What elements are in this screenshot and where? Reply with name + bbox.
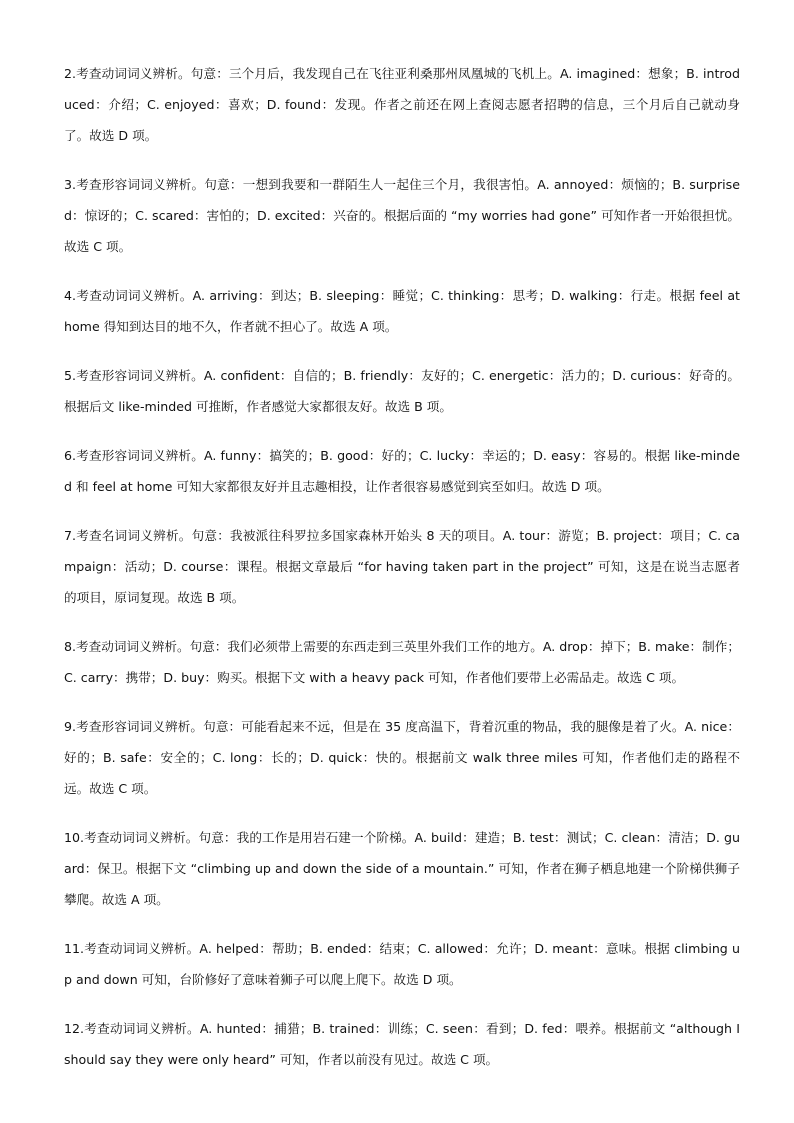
explanation-item-10: 10.考查动词词义辨析。句意：我的工作是用岩石建一个阶梯。A. build：建造；B. test：测试；C. clean：清洁；D. guard：保卫。根据下文 “climbing up and down the side of a mountain.” 可知，作者在狮子栖息地建一个阶梯供狮子攀爬。故选 A 项。 xyxy=(64,830,740,907)
explanation-item-5: 5.考查形容词词义辨析。A. confident：自信的；B. friendly：友好的；C. energetic：活力的；D. curious：好奇的。根据后文 like-minded 可推断，作者感觉大家都很友好。故选 B 项。 xyxy=(64,368,740,414)
explanation-item-9: 9.考查形容词词义辨析。句意：可能看起来不远，但是在 35 度高温下，背着沉重的物品，我的腿像是着了火。A. nice：好的；B. safe：安全的；C. long：长的；D. quick：快的。根据前文 walk three miles 可知，作者他们走的路程不远。故选 C 项。 xyxy=(64,719,740,796)
explanation-item-11: 11.考查动词词义辨析。A. helped：帮助；B. ended：结束；C. allowed：允许；D. meant：意味。根据 climbing up and down 可知，台阶修好了意味着狮子可以爬上爬下。故选 D 项。 xyxy=(64,941,740,987)
explanation-item-2: 2.考查动词词义辨析。句意：三个月后，我发现自己在飞往亚利桑那州凤凰城的飞机上。A. imagined：想象；B. introduced：介绍；C. enjoyed：喜欢；D. found：发现。作者之前还在网上查阅志愿者招聘的信息，三个月后自己就动身了。故选 D 项。 xyxy=(64,66,740,143)
explanation-item-3: 3.考查形容词词义辨析。句意：一想到我要和一群陌生人一起住三个月，我很害怕。A. annoyed：烦恼的；B. surprised：惊讶的；C. scared：害怕的；D. excited：兴奋的。根据后面的 “my worries had gone” 可知作者一开始很担忧。故选 C 项。 xyxy=(64,177,740,254)
explanation-item-7: 7.考查名词词义辨析。句意：我被派往科罗拉多国家森林开始头 8 天的项目。A. tour：游览；B. project：项目；C. campaign：活动；D. course：课程。根据文章最后 “for having taken part in the project” 可知，这是在说当志愿者的项目，原词复现。故选 B 项。 xyxy=(64,528,740,605)
explanation-item-12: 12.考查动词词义辨析。A. hunted：捕猎；B. trained：训练；C. seen：看到；D. fed：喂养。根据前文 “although I should say they were only heard” 可知，作者以前没有见过。故选 C 项。 xyxy=(64,1021,740,1067)
explanation-item-8: 8.考查动词词义辨析。句意：我们必须带上需要的东西走到三英里外我们工作的地方。A. drop：掉下；B. make：制作；C. carry：携带；D. buy：购买。根据下文 with a heavy pack 可知，作者他们要带上必需品走。故选 C 项。 xyxy=(64,639,740,685)
explanation-item-6: 6.考查形容词词义辨析。A. funny：搞笑的；B. good：好的；C. lucky：幸运的；D. easy：容易的。根据 like-minded 和 feel at home 可知大家都很友好并且志趣相投，让作者很容易感觉到宾至如归。故选 D 项。 xyxy=(64,448,740,494)
answer-explanations xyxy=(64,58,740,1093)
explanation-item-4: 4.考查动词词义辨析。A. arriving：到达；B. sleeping：睡觉；C. thinking：思考；D. walking：行走。根据 feel at home 得知到达目的地不久，作者就不担心了。故选 A 项。 xyxy=(64,288,740,334)
